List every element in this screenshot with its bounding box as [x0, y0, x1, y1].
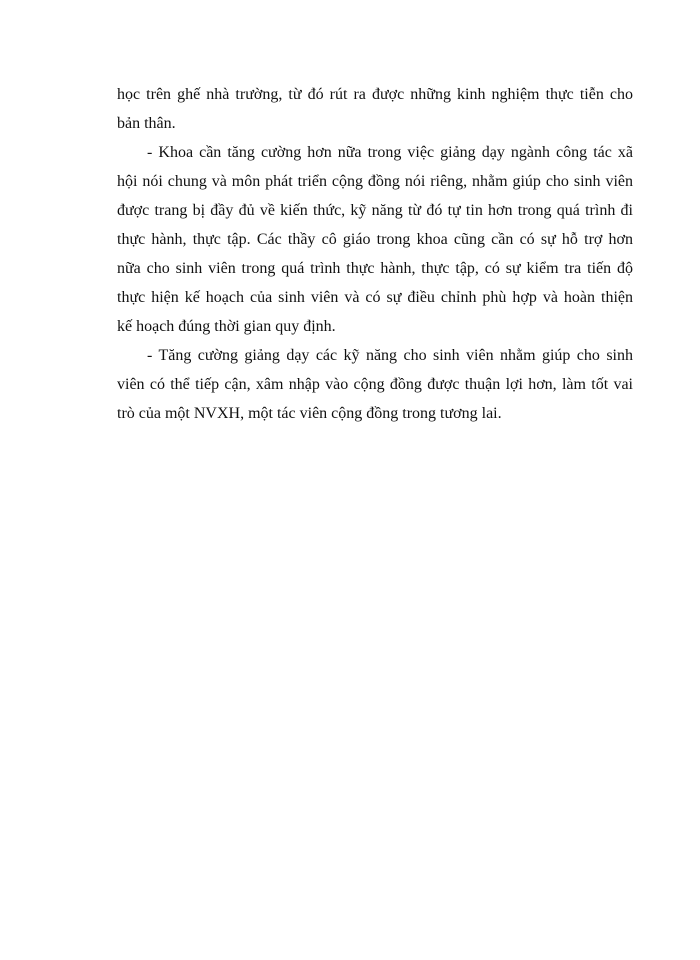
document-body	[117, 80, 633, 428]
paragraph-3-line-3: trò của một NVXH, một tác viên cộng đồng trong tương lai.	[117, 405, 502, 422]
paragraph-1-line-2: bản thân.	[117, 115, 176, 132]
paragraph-2-line-1: - Khoa cần tăng cường hơn nữa trong việc giảng dạy ngành công tác xã	[147, 144, 633, 161]
paragraph-3-line-1: - Tăng cường giảng dạy các kỹ năng cho sinh viên nhằm giúp cho sinh	[147, 347, 633, 364]
paragraph-3-line-2: viên có thể tiếp cận, xâm nhập vào cộng đồng được thuận lợi hơn, làm tốt vai	[117, 376, 633, 393]
paragraph-2-line-5: nữa cho sinh viên trong quá trình thực hành, thực tập, có sự kiểm tra tiến độ	[117, 260, 633, 277]
paragraph-2-line-2: hội nói chung và môn phát triển cộng đồng nói riêng, nhằm giúp cho sinh viên	[117, 173, 633, 190]
paragraph-2-line-6: thực hiện kế hoạch của sinh viên và có sự điều chỉnh phù hợp và hoàn thiện	[117, 289, 633, 306]
paragraph-2-line-3: được trang bị đầy đủ về kiến thức, kỹ năng từ đó tự tin hơn trong quá trình đi	[117, 202, 633, 219]
paragraph-1-line-1: học trên ghế nhà trường, từ đó rút ra được những kinh nghiệm thực tiễn cho	[117, 86, 633, 103]
paragraph-2-line-4: thực hành, thực tập. Các thầy cô giáo trong khoa cũng cần có sự hỗ trợ hơn	[117, 231, 633, 248]
paragraph-2-line-7: kế hoạch đúng thời gian quy định.	[117, 318, 336, 335]
